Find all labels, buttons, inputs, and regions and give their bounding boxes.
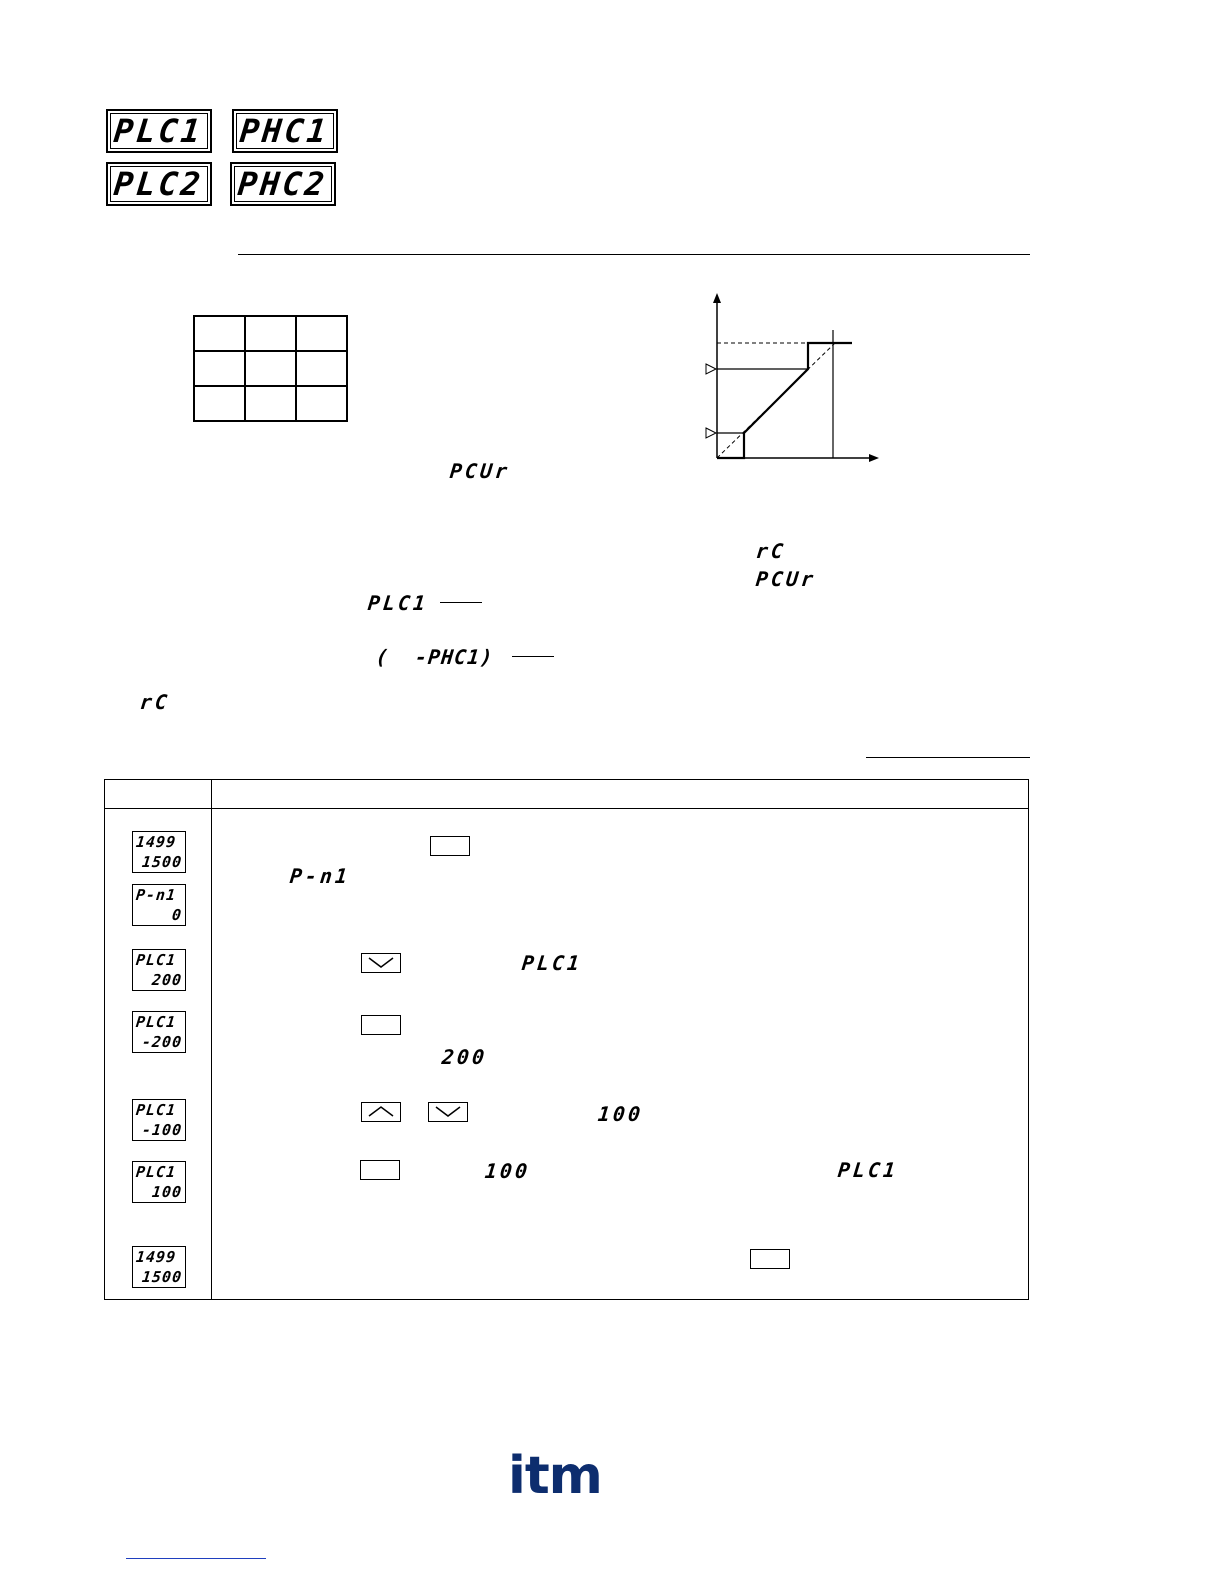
section-divider — [238, 254, 1030, 255]
display-line2: 200 — [150, 971, 183, 989]
display-plc2 — [106, 162, 212, 206]
compensated-curve — [717, 343, 852, 458]
compensation-graph — [700, 290, 890, 470]
code-rc-right: rC — [754, 539, 788, 563]
upper-marker-icon — [706, 364, 716, 374]
table-header-rule — [866, 757, 1030, 758]
step-display — [132, 1161, 186, 1203]
mode-key-icon — [750, 1249, 790, 1269]
code-p-n1: P-n1 — [288, 864, 352, 888]
step-display — [132, 884, 186, 926]
display-line2: 0 — [171, 906, 183, 924]
code-rc-left: rC — [138, 690, 172, 714]
parameter-grid — [193, 315, 348, 422]
display-text: PLC1 — [112, 112, 206, 150]
display-line1: 1499 — [135, 833, 178, 851]
table-column-divider — [211, 779, 212, 1300]
lower-marker-icon — [706, 428, 716, 438]
code-200: 200 — [440, 1045, 489, 1069]
step-display — [132, 1099, 186, 1141]
down-key-icon — [428, 1102, 468, 1122]
mode-key-icon — [430, 836, 470, 856]
display-line1: PLC1 — [135, 1163, 178, 1181]
display-plc1 — [106, 109, 212, 153]
mode-key-icon — [360, 1160, 400, 1180]
code-plc1-confirm: PLC1 — [836, 1158, 900, 1182]
display-line2: 100 — [150, 1183, 183, 1201]
display-line1: PLC1 — [135, 951, 178, 969]
step-display — [132, 949, 186, 991]
step-display — [132, 831, 186, 873]
underline-dash — [440, 602, 482, 603]
step-display — [132, 1246, 186, 1288]
display-text: PHC1 — [238, 112, 332, 150]
display-text: PLC2 — [112, 165, 206, 203]
code-pcur-right: PCUr — [754, 567, 818, 591]
table-header-divider — [104, 808, 1029, 809]
down-key-icon — [361, 953, 401, 973]
display-line2: -200 — [140, 1033, 183, 1051]
display-line2: 1500 — [140, 1268, 183, 1286]
code-100-confirm: 100 — [483, 1159, 532, 1183]
step-display — [132, 1011, 186, 1053]
display-line1: 1499 — [135, 1248, 178, 1266]
display-phc2 — [230, 162, 336, 206]
footer-link-underline[interactable] — [126, 1558, 266, 1559]
mode-key-icon — [361, 1015, 401, 1035]
code-100: 100 — [596, 1102, 645, 1126]
display-line1: PLC1 — [135, 1101, 178, 1119]
procedure-table — [104, 779, 1029, 1300]
display-line2: 1500 — [140, 853, 183, 871]
itm-logo: itm — [508, 1446, 602, 1506]
display-line2: -100 — [140, 1121, 183, 1139]
code-pcur: PCUr — [448, 459, 512, 483]
display-text: PHC2 — [236, 165, 330, 203]
underline-dash — [512, 656, 554, 657]
display-phc1 — [232, 109, 338, 153]
display-line1: PLC1 — [135, 1013, 178, 1031]
display-line1: P-n1 — [135, 886, 178, 904]
up-key-icon — [361, 1102, 401, 1122]
code-plc1-step: PLC1 — [520, 951, 584, 975]
code-plc1: PLC1 — [366, 591, 430, 615]
code-phc1-paren: ( -PHC1) — [374, 645, 495, 669]
